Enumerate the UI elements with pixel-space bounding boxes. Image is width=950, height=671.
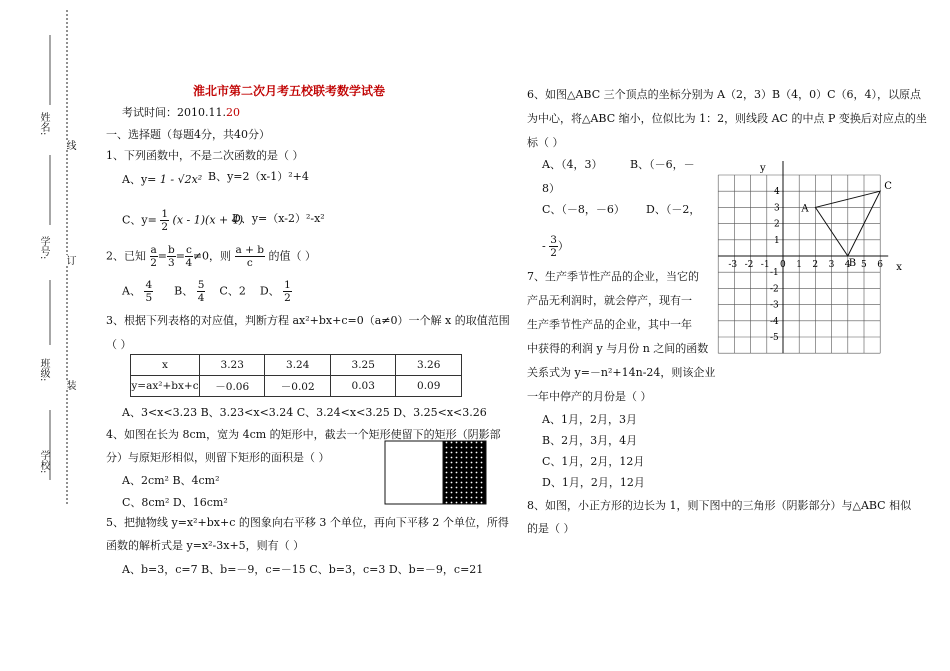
q8-line1: 8、如图，小正方形的边长为 1，则下图中的三角形（阴影部分）与△ABC 相似 xyxy=(527,499,912,512)
q6-d-num: 3 xyxy=(550,234,557,246)
seal-char: 订 xyxy=(64,255,75,265)
q2-f1-num: a xyxy=(150,244,157,256)
q2-frac-target xyxy=(235,244,265,269)
school-label: 学校: xyxy=(38,450,49,474)
exam-time-label: 考试时间：2010.11. xyxy=(122,106,226,119)
point-c-label: C xyxy=(884,181,892,193)
name-label: 姓名: xyxy=(38,112,49,136)
q6-option-d: D、（－2， xyxy=(646,203,701,216)
q6-d-frac xyxy=(549,234,558,259)
q4-rectangle-figure xyxy=(384,440,488,506)
q7-option-b: B、2月，3月，4月 xyxy=(542,434,638,447)
q2-d-frac xyxy=(283,279,292,304)
q6-option-d-cont xyxy=(542,234,569,259)
y-tick-label: -1 xyxy=(770,268,779,279)
x-tick-label: 6 xyxy=(877,260,883,270)
y-tick-label: 3 xyxy=(774,203,780,214)
q7-line6: 一年中停产的月份是（ ） xyxy=(527,390,652,403)
q6-option-b: B、（－6，－ xyxy=(630,158,695,171)
table-cell: 3.23 xyxy=(199,355,265,376)
y-tick-label: 4 xyxy=(774,187,780,198)
q2-a-num: 4 xyxy=(145,279,153,291)
q2-c: C、2 xyxy=(219,284,246,298)
q1-option-a xyxy=(122,171,202,187)
q7-line5: 关系式为 y=－n²+14n-24，则该企业 xyxy=(527,366,716,379)
q8-line2: 的是（ ） xyxy=(527,522,575,535)
q3-stem: 3、根据下列表格的对应值，判断方程 ax²+bx+c=0（a≠0）一个解 x 的取值范围 xyxy=(106,314,510,327)
x-tick-label: 5 xyxy=(861,260,867,270)
table-row xyxy=(131,376,462,397)
table-cell: 3.25 xyxy=(330,355,396,376)
q7-option-d: D、1月，2月，12月 xyxy=(542,476,645,489)
q7-line3: 生产季节性产品的企业，其中一年 xyxy=(527,318,692,331)
y-tick-label: 1 xyxy=(774,235,780,246)
graph-axes xyxy=(718,161,888,353)
q7-line1: 7、生产季节性产品的企业，当它的 xyxy=(527,270,699,283)
q2-f4-den: c xyxy=(246,257,253,269)
exam-time xyxy=(122,104,240,120)
x-tick-label: 1 xyxy=(796,260,802,270)
q2-a-den: 5 xyxy=(145,292,153,304)
q2-frac-b xyxy=(167,244,176,269)
q1-stem: 1、下列函数中，不是二次函数的是（ ） xyxy=(106,149,304,162)
q6-d-minus: - xyxy=(542,239,546,253)
y-tick-label: 2 xyxy=(774,219,780,230)
q1-option-b: B、y=2（x-1）²+4 xyxy=(208,170,309,183)
class-label: 班级: xyxy=(38,358,49,382)
q2-f3-den: 4 xyxy=(185,257,193,269)
q2-b-label: B、 xyxy=(174,284,194,298)
q2-b-frac xyxy=(197,279,206,304)
q3-value-table xyxy=(130,354,462,397)
y-tick-label: -5 xyxy=(770,333,779,343)
coordinate-graph xyxy=(700,160,910,370)
q4-options-cd: C、8cm² D、16cm² xyxy=(122,496,228,509)
q6-line2: 为中心，将△ABC 缩小，位似比为 1：2，则线段 AC 的中点 P 变换后对应点的坐 xyxy=(527,112,927,125)
q6-option-b-cont: 8） xyxy=(542,182,560,195)
q2-f2-num: b xyxy=(167,244,175,256)
table-row xyxy=(131,355,462,376)
table-cell: 3.26 xyxy=(396,355,462,376)
q6-d-close: ） xyxy=(557,239,569,253)
point-a-label: A xyxy=(801,203,809,215)
q2-frac-c xyxy=(185,244,193,269)
q4-line2: 分）与原矩形相似，则留下矩形的面积是（ ） xyxy=(106,451,330,464)
q1-c-frac-den: 2 xyxy=(161,221,169,233)
table-cell: －0.02 xyxy=(265,376,331,397)
q2-f1-den: 2 xyxy=(150,257,157,269)
q2-d-label: D、 xyxy=(259,284,280,298)
q7-option-c: C、1月，2月，12月 xyxy=(542,455,645,468)
q1-c-math: (x - 1)(x + 4) xyxy=(172,213,244,227)
table-cell: 0.09 xyxy=(396,376,462,397)
y-axis-label: y xyxy=(760,163,766,174)
q2-b-num: 5 xyxy=(197,279,205,291)
q1-option-d: D、y=（x-2）²-x² xyxy=(232,212,325,225)
x-axis-label: x xyxy=(896,262,902,273)
q2-f4-num: a + b xyxy=(235,244,265,256)
q2-a-frac xyxy=(144,279,153,304)
y-tick-label: -4 xyxy=(770,316,779,327)
q3-options: A、3<x<3.23 B、3.23<x<3.24 C、3.24<x<3.25 D、3.25<x<3.26 xyxy=(122,406,487,419)
x-tick-label: -3 xyxy=(728,260,738,270)
q2-stem: 2、已知 $\frac{a}{2}$ = $\frac{b}{3}$ = $\frac{c}{4}$ ≠0，则 $\frac{a + b}{c}$ 的值（ ） xyxy=(106,244,317,269)
table-cell: x xyxy=(131,355,200,376)
page-title: 淮北市第二次月考五校联考数学试卷 xyxy=(193,84,386,98)
q6-option-c: C、（－8，－6） xyxy=(542,203,625,216)
q2-ne0: ≠0，则 xyxy=(192,249,232,263)
bind-char: 装 xyxy=(64,380,75,390)
table-cell: 3.24 xyxy=(265,355,331,376)
q1-option-c xyxy=(122,208,243,233)
q2-a-label: A、 xyxy=(122,284,141,298)
x-tick-label: -1 xyxy=(760,260,770,270)
x-tick-label: 2 xyxy=(812,260,819,270)
binding-dashed-line xyxy=(0,0,80,671)
table-cell: y=ax²+bx+c xyxy=(131,376,200,397)
q1-c-prefix: C、y= xyxy=(122,213,157,227)
q2-f2-den: 3 xyxy=(168,257,175,269)
table-cell: －0.06 xyxy=(199,376,265,397)
q2-f3-num: c xyxy=(185,244,192,256)
q1-a-math: 1 - √2x² xyxy=(159,173,203,186)
q6-option-a: A、（4，3） xyxy=(542,158,603,171)
q6-line1: 6、如图△ABC 三个顶点的坐标分别为 A（2，3）B（4，0）C（6，4），以原点 xyxy=(527,88,922,101)
q2-suffix: 的值（ ） xyxy=(268,249,317,263)
q1-c-fraction xyxy=(160,208,169,233)
q5-options: A、b=3，c=7 B、b=－9，c=－15 C、b=3，c=3 D、b=－9，c=21 xyxy=(122,563,484,576)
q2-prefix: 2、已知 xyxy=(106,249,146,263)
exam-time-day: 20 xyxy=(225,106,240,119)
x-tick-label: -2 xyxy=(744,260,754,270)
q4-options-ab: A、2cm² B、4cm² xyxy=(122,474,220,487)
q6-d-den: 2 xyxy=(550,247,557,259)
q2-options xyxy=(122,279,292,304)
table-cell: 0.03 xyxy=(330,376,396,397)
x-tick-label: 4 xyxy=(844,260,851,270)
y-tick-label: -2 xyxy=(770,284,779,295)
y-tick-label: -3 xyxy=(770,300,779,311)
x-tick-label: 3 xyxy=(828,260,835,270)
student-number-label: 学号: xyxy=(38,236,49,260)
q1-a-prefix: A、y= xyxy=(122,173,157,186)
q5-line2: 函数的解析式是 y=x²-3x+5，则有（ ） xyxy=(106,539,305,552)
q6-line3: 标（ ） xyxy=(527,136,564,149)
q2-b-den: 4 xyxy=(197,292,205,304)
q2-frac-a xyxy=(150,244,158,269)
q2-d-num: 1 xyxy=(284,279,291,291)
x-tick-label: 0 xyxy=(780,260,786,270)
section-heading: 一、选择题（每题4分，共40分） xyxy=(106,128,270,141)
q1-c-frac-num: 1 xyxy=(161,208,169,220)
line-char: 线 xyxy=(64,140,75,150)
q5-line1: 5、把抛物线 y=x²+bx+c 的图象向右平移 3 个单位，再向下平移 2 个单位，所得 xyxy=(106,516,509,529)
q4-line1: 4、如图在长为 8cm，宽为 4cm 的矩形中，截去一个矩形使留下的矩形（阴影部 xyxy=(106,428,501,441)
q7-option-a: A、1月，2月，3月 xyxy=(542,413,637,426)
q3-paren: （ ） xyxy=(106,338,132,351)
point-b-label: B xyxy=(848,258,857,269)
q2-d-den: 2 xyxy=(284,292,291,304)
q7-line4: 中获得的利润 y 与月份 n 之间的函数 xyxy=(527,342,709,355)
q7-line2: 产品无利润时，就会停产，现有一 xyxy=(527,294,692,307)
